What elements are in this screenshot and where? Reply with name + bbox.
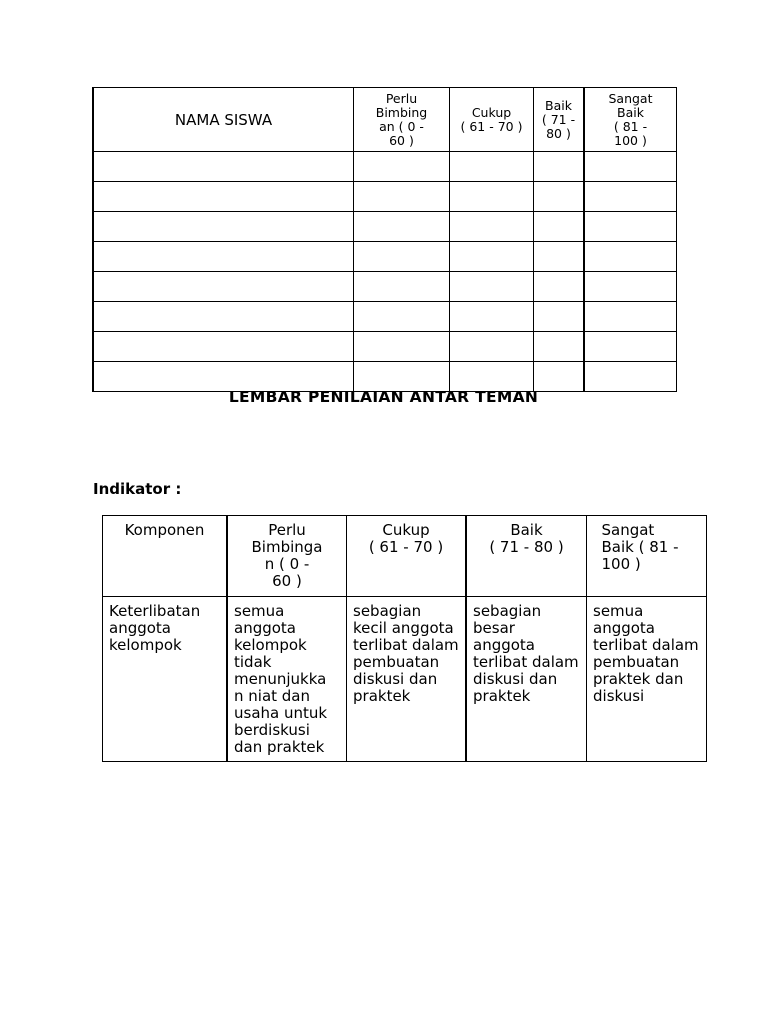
score-cell [354,182,450,212]
header-perlu-bimbingan-text: Perlu Bimbinga n ( 0 - 60 ) [251,521,323,590]
score-row [93,152,677,182]
score-cell [354,152,450,182]
score-row [93,362,677,392]
score-cell [354,332,450,362]
name-cell [93,362,354,392]
score-row [93,302,677,332]
header-baik [466,516,587,597]
score-row [93,212,677,242]
score-row [93,242,677,272]
score-cell [584,362,677,392]
header-sangat-baik-text: Sangat Baik ( 81 - 100 ) [601,521,679,573]
cell-baik: sebagian besar anggota terlibat dalam diskusi dan praktek [466,597,587,762]
indikator-label: Indikator : [93,480,182,498]
name-cell [93,182,354,212]
header-nama-siswa: NAMA SISWA [93,88,354,152]
indicator-row [103,597,707,762]
name-cell [93,332,354,362]
score-cell [584,332,677,362]
header-cukup-text: Cukup ( 61 - 70 ) [460,104,523,134]
score-cell [584,272,677,302]
score-row [93,272,677,302]
header-baik-text: Baik ( 71 - 80 ) [489,521,564,556]
score-cell [584,242,677,272]
score-row [93,182,677,212]
name-cell [93,212,354,242]
score-cell [584,212,677,242]
score-cell [354,212,450,242]
score-cell [534,332,585,362]
header-baik [534,88,585,152]
score-cell [450,152,534,182]
score-cell [534,182,585,212]
score-cell [584,302,677,332]
score-cell [450,332,534,362]
indicator-table [102,515,707,762]
score-table-header-row [93,88,677,152]
score-cell [450,182,534,212]
score-cell [450,272,534,302]
header-perlu-bimbingan-text: Perlu Bimbing an ( 0 - 60 ) [375,90,428,148]
score-row [93,332,677,362]
header-perlu-bimbingan [354,88,450,152]
header-perlu-bimbingan [227,516,347,597]
header-cukup [347,516,467,597]
score-cell [534,362,585,392]
header-komponen: Komponen [103,516,228,597]
cell-sangat-baik: semua anggota terlibat dalam pembuatan praktek dan diskusi [587,597,707,762]
score-cell [450,212,534,242]
score-cell [534,272,585,302]
score-cell [584,152,677,182]
header-cukup-text: Cukup ( 61 - 70 ) [368,521,444,556]
score-cell [534,152,585,182]
score-cell [450,302,534,332]
cell-komponen: Keterlibatan anggota kelompok [103,597,228,762]
score-cell [354,272,450,302]
student-score-table [92,87,677,392]
cell-cukup: sebagian kecil anggota terlibat dalam pembuatan diskusi dan praktek [347,597,467,762]
name-cell [93,302,354,332]
header-baik-text: Baik ( 71 - 80 ) [541,97,576,141]
cell-perlu-bimbingan: semua anggota kelompok tidak menunjukka n niat dan usaha untuk berdiskusi dan praktek [227,597,347,762]
score-cell [534,302,585,332]
score-cell [354,302,450,332]
score-cell [584,182,677,212]
header-sangat-baik [584,88,677,152]
name-cell [93,152,354,182]
score-cell [534,212,585,242]
header-sangat-baik [587,516,707,597]
score-cell [534,242,585,272]
score-cell [450,362,534,392]
name-cell [93,272,354,302]
header-cukup [450,88,534,152]
page-title: LEMBAR PENILAIAN ANTAR TEMAN [228,388,539,406]
score-cell [354,242,450,272]
indicator-header-row [103,516,707,597]
header-sangat-baik-text: Sangat Baik ( 81 - 100 ) [608,90,653,148]
name-cell [93,242,354,272]
score-cell [354,362,450,392]
score-cell [450,242,534,272]
